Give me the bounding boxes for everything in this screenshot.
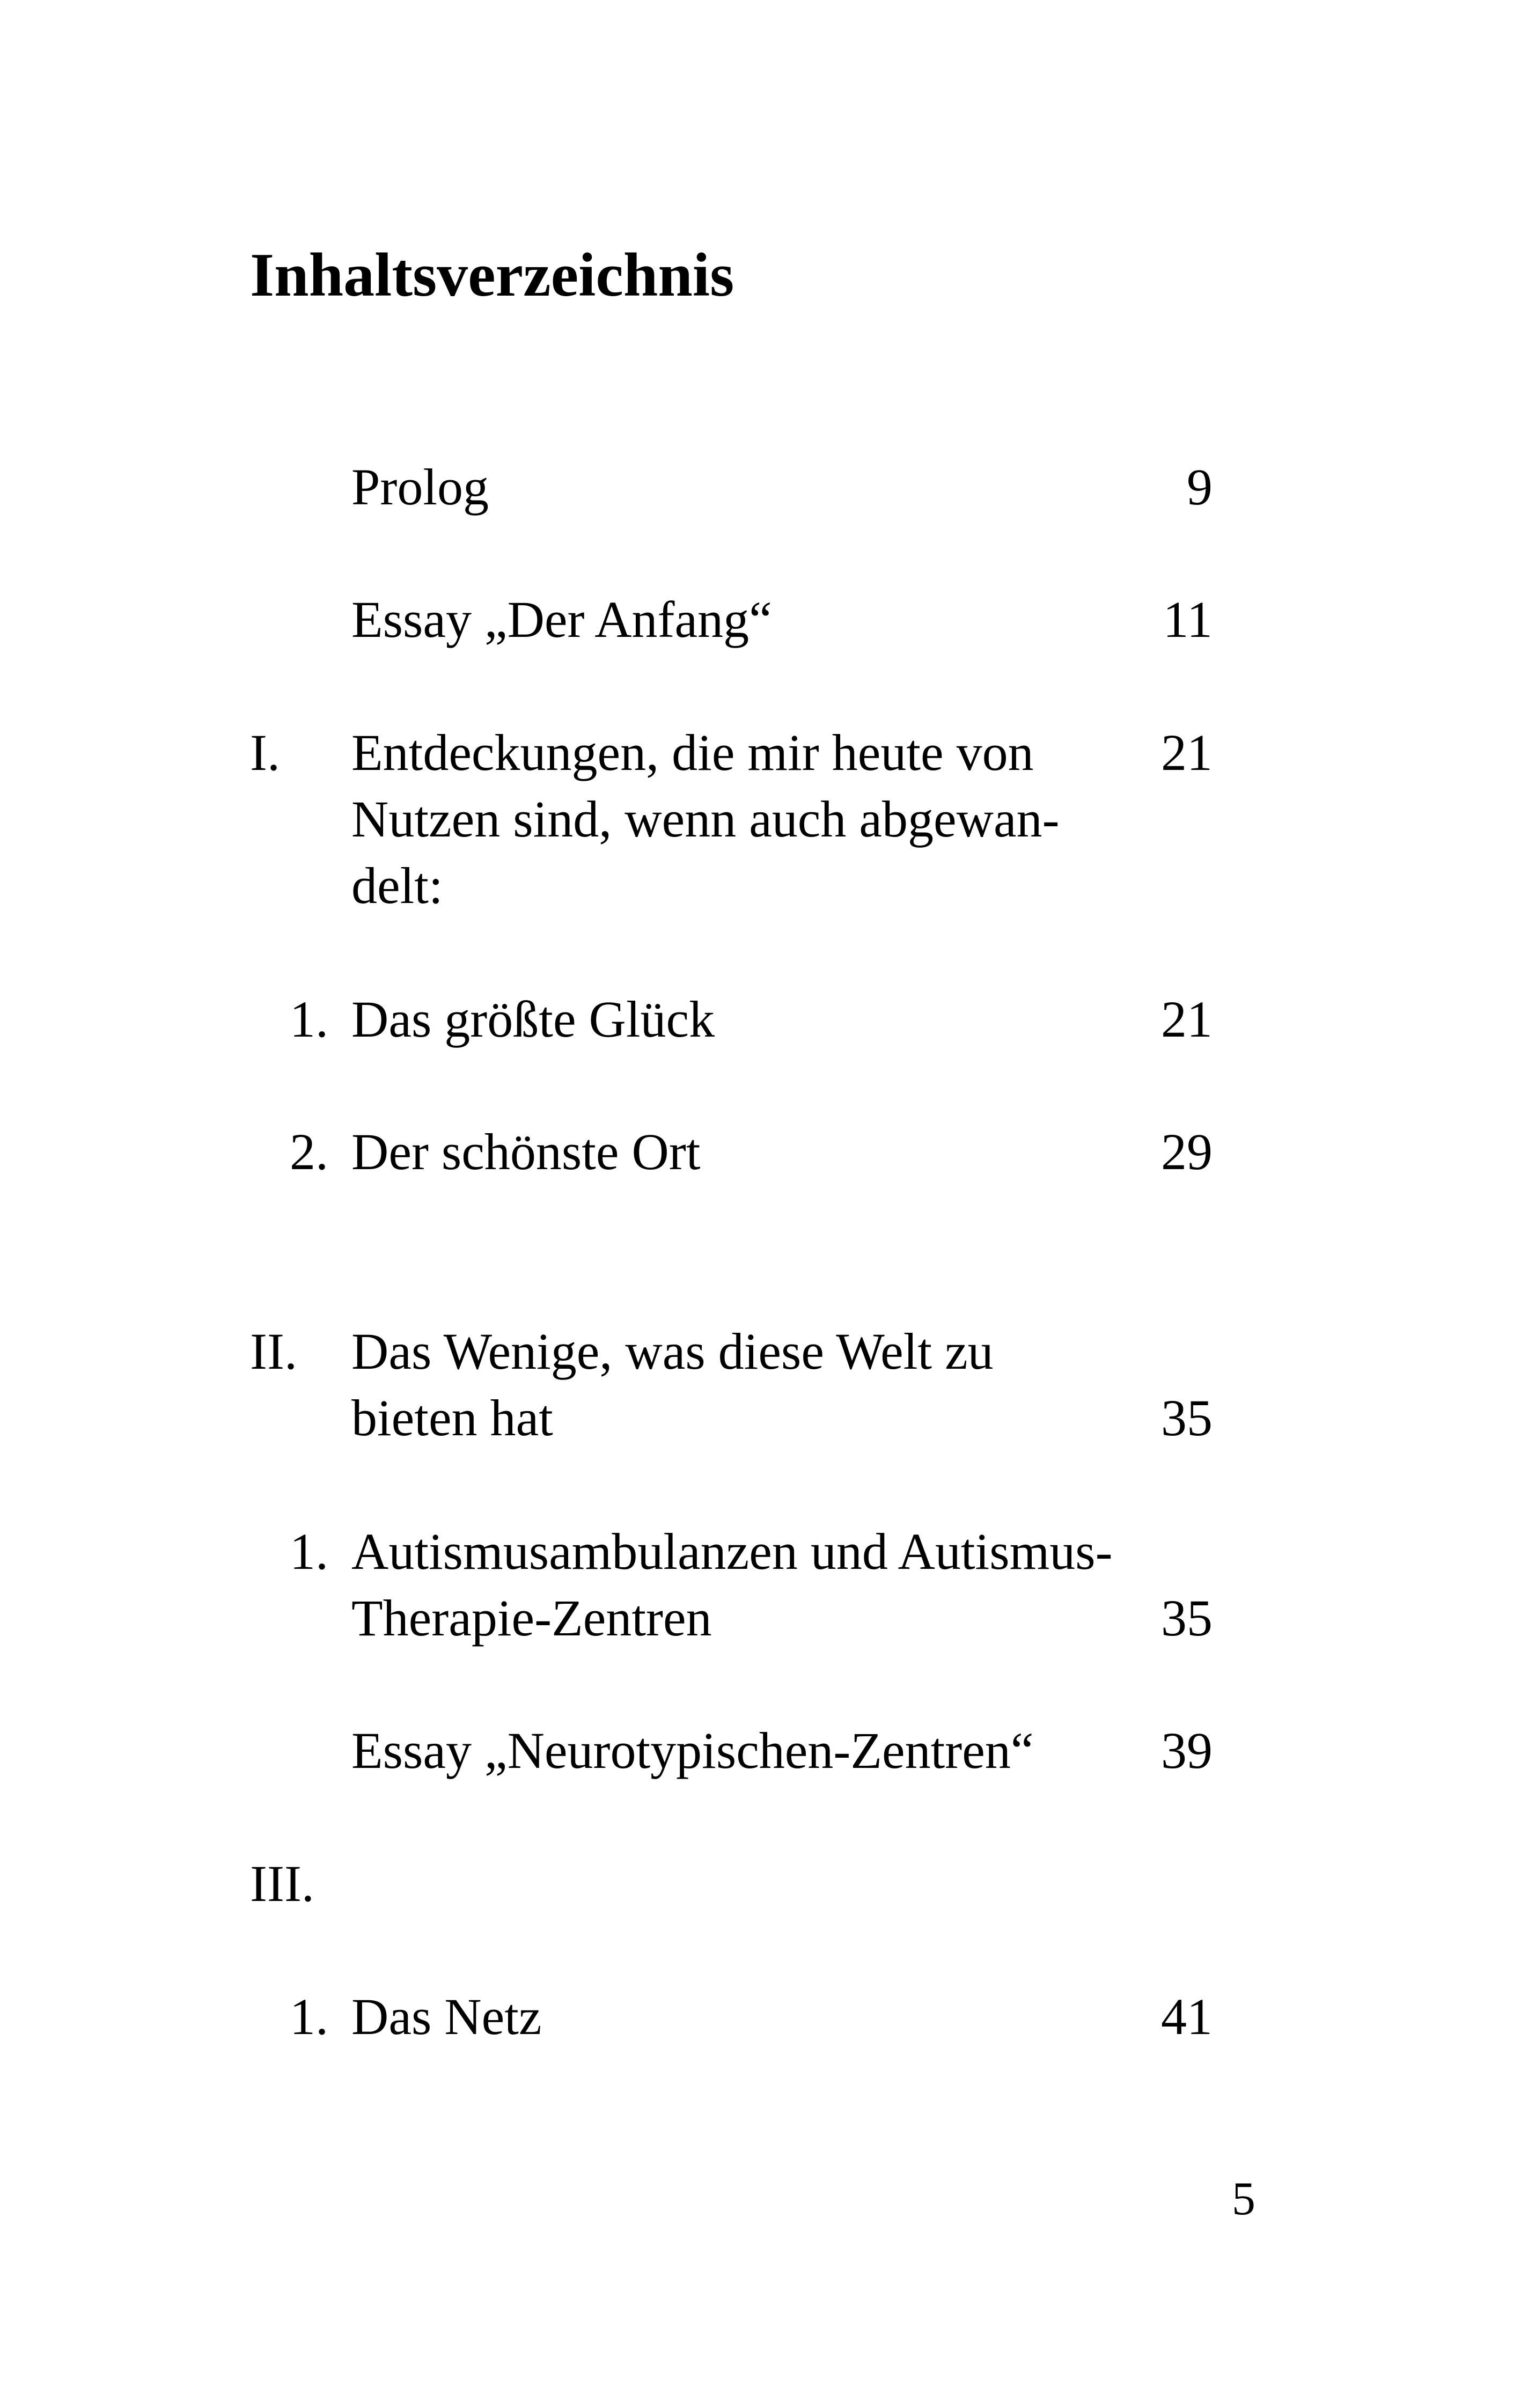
toc-entry-section xyxy=(0,986,1521,1053)
toc-chapter-number: I. xyxy=(250,724,280,781)
toc-entry-text: Essay „Der Anfang“ xyxy=(351,591,772,648)
toc-section-number: 1. xyxy=(290,1988,328,2045)
toc-page-number: 21 xyxy=(1161,724,1213,781)
toc-page-number: 39 xyxy=(1161,1722,1213,1779)
toc-entry-continuation xyxy=(0,1385,1521,1451)
toc-entry-text: Der schönste Ort xyxy=(351,1123,701,1180)
toc-entry-section xyxy=(0,1119,1521,1185)
toc-entry-essay-neurotypischen-zentren xyxy=(0,1717,1521,1784)
toc-chapter-number: III. xyxy=(250,1855,314,1912)
page-title: Inhaltsverzeichnis xyxy=(250,241,734,310)
toc-entry-continuation xyxy=(0,853,1521,919)
toc-page-number: 21 xyxy=(1161,990,1213,1048)
toc-chapter-number: II. xyxy=(250,1323,297,1380)
toc-page-number: 29 xyxy=(1161,1123,1213,1180)
toc-section-number: 1. xyxy=(290,1523,328,1580)
toc-entry-continuation xyxy=(0,786,1521,853)
toc-entry-essay-der-anfang xyxy=(0,586,1521,653)
toc-entry-text: Das größte Glück xyxy=(351,990,715,1048)
toc-entry-text: Prolog xyxy=(351,458,489,516)
toc-entry-chapter-1 xyxy=(0,720,1521,786)
toc-entry-section xyxy=(0,1984,1521,2050)
toc-page-number: 11 xyxy=(1163,591,1213,648)
page-number: 5 xyxy=(1232,2173,1255,2225)
toc-entry-text: delt: xyxy=(351,857,443,914)
toc-page-number: 9 xyxy=(1187,458,1213,516)
toc-entry-text: Therapie-Zentren xyxy=(351,1589,712,1647)
toc-entry-text: Das Wenige, was diese Welt zu xyxy=(351,1323,994,1380)
toc-entry-text: Nutzen sind, wenn auch abgewan- xyxy=(351,790,1060,848)
toc-entry-text: Das Netz xyxy=(351,1988,542,2045)
toc-entry-continuation xyxy=(0,1585,1521,1651)
toc-entry-text: bieten hat xyxy=(351,1389,553,1447)
toc-entry-section xyxy=(0,1518,1521,1585)
toc-entry-chapter-3 xyxy=(0,1851,1521,1917)
toc-section-number: 1. xyxy=(290,990,328,1048)
toc-entry-chapter-2 xyxy=(0,1318,1521,1385)
toc-entry-text: Entdeckungen, die mir heute von xyxy=(351,724,1034,781)
toc-page-number: 35 xyxy=(1161,1589,1213,1647)
toc-section-number: 2. xyxy=(290,1123,328,1180)
toc-entry-text: Essay „Neurotypischen-Zentren“ xyxy=(351,1722,1034,1779)
toc-page-number: 41 xyxy=(1161,1988,1213,2045)
toc-entry-prolog xyxy=(0,454,1521,520)
toc-page-number: 35 xyxy=(1161,1389,1213,1447)
toc-entry-text: Autismusambulanzen und Autismus- xyxy=(351,1523,1113,1580)
